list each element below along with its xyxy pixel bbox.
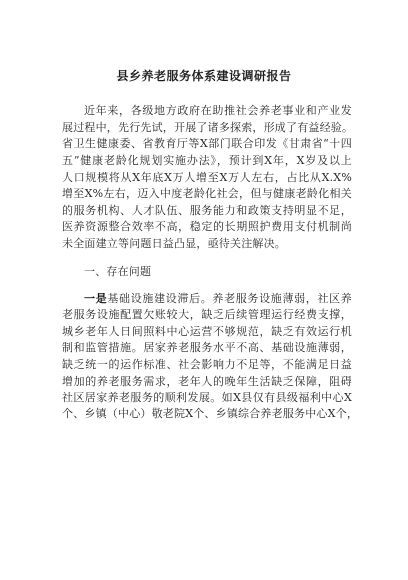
lead-phrase: 一是: [84, 292, 108, 305]
paragraph-line: [62, 220, 352, 234]
document-title: 县乡养老服务体系建设调研报告: [116, 69, 292, 83]
paragraph-line: [62, 325, 352, 339]
paragraph-line: [62, 358, 352, 372]
paragraph-line: [62, 187, 352, 201]
paragraph-line: [62, 391, 352, 405]
line-text: 五”健康老龄化规划实施办法》，预计到X年，X岁及以上: [62, 154, 352, 167]
line-text: 城乡老年人日间照料中心运营不够规范，缺乏有效运行机: [62, 325, 352, 338]
paragraph-line: [62, 171, 352, 185]
line-text: 展过程中，先行先试，开展了诸多探索，形成了有益经验。: [62, 121, 354, 134]
paragraph-line: [84, 265, 352, 279]
paragraph-line: [62, 308, 352, 322]
line-text: 医养资源整合效率不高，稳定的长期照护费用支付机制尚: [62, 220, 352, 233]
line-text: 人口规模将从X年底X万人增至X万人左右，占比从X.X%: [62, 171, 352, 184]
line-text: 的服务机构、人才队伍、服务能力和政策支持明显不足，: [62, 204, 352, 217]
paragraph-line: [62, 137, 352, 151]
line-text: 一、存在问题: [84, 265, 152, 278]
line-text: 增至X%左右，迈入中度老龄化社会，但与健康老龄化相关: [62, 187, 352, 200]
paragraph-line: [62, 121, 352, 135]
paragraph-line: [62, 204, 352, 218]
line-text: 老服务设施配置欠账较大，缺乏后续管理运行经费支撑，: [62, 308, 352, 321]
line-text: 基础设施建设滞后。养老服务设施薄弱，社区养: [107, 292, 353, 305]
section-paragraph-line: [84, 292, 352, 306]
line-text: 制和监管措施。居家养老服务水平不高、基础设施薄弱，: [62, 341, 352, 354]
line-text: 缺乏统一的运作标准、社会影响力不足等，不能满足日益: [62, 358, 352, 371]
line-text: 社区居家养老服务的顺利发展。如X县仅有县级福利中心X: [62, 391, 352, 404]
paragraph-line: [84, 104, 352, 118]
line-text: 省卫生健康委、省教育厅等X部门联合印发《甘肃省“十四: [62, 137, 352, 150]
paragraph-line: [62, 375, 352, 389]
paragraph-line: [62, 341, 352, 355]
paragraph-line: [62, 407, 359, 421]
paragraph-line: [62, 154, 352, 168]
line-text: 个、乡镇（中心）敬老院X个、乡镇综合养老服务中心X个，: [62, 407, 359, 420]
line-text: 近年来，各级地方政府在助推社会养老事业和产业发: [84, 104, 352, 117]
line-text: 增加的养老服务需求，老年人的晚年生活缺乏保障，阻碍: [62, 375, 352, 388]
line-text: 未全面建立等问题日益凸显，亟待关注解决。: [62, 237, 286, 250]
paragraph-line: [62, 237, 352, 251]
